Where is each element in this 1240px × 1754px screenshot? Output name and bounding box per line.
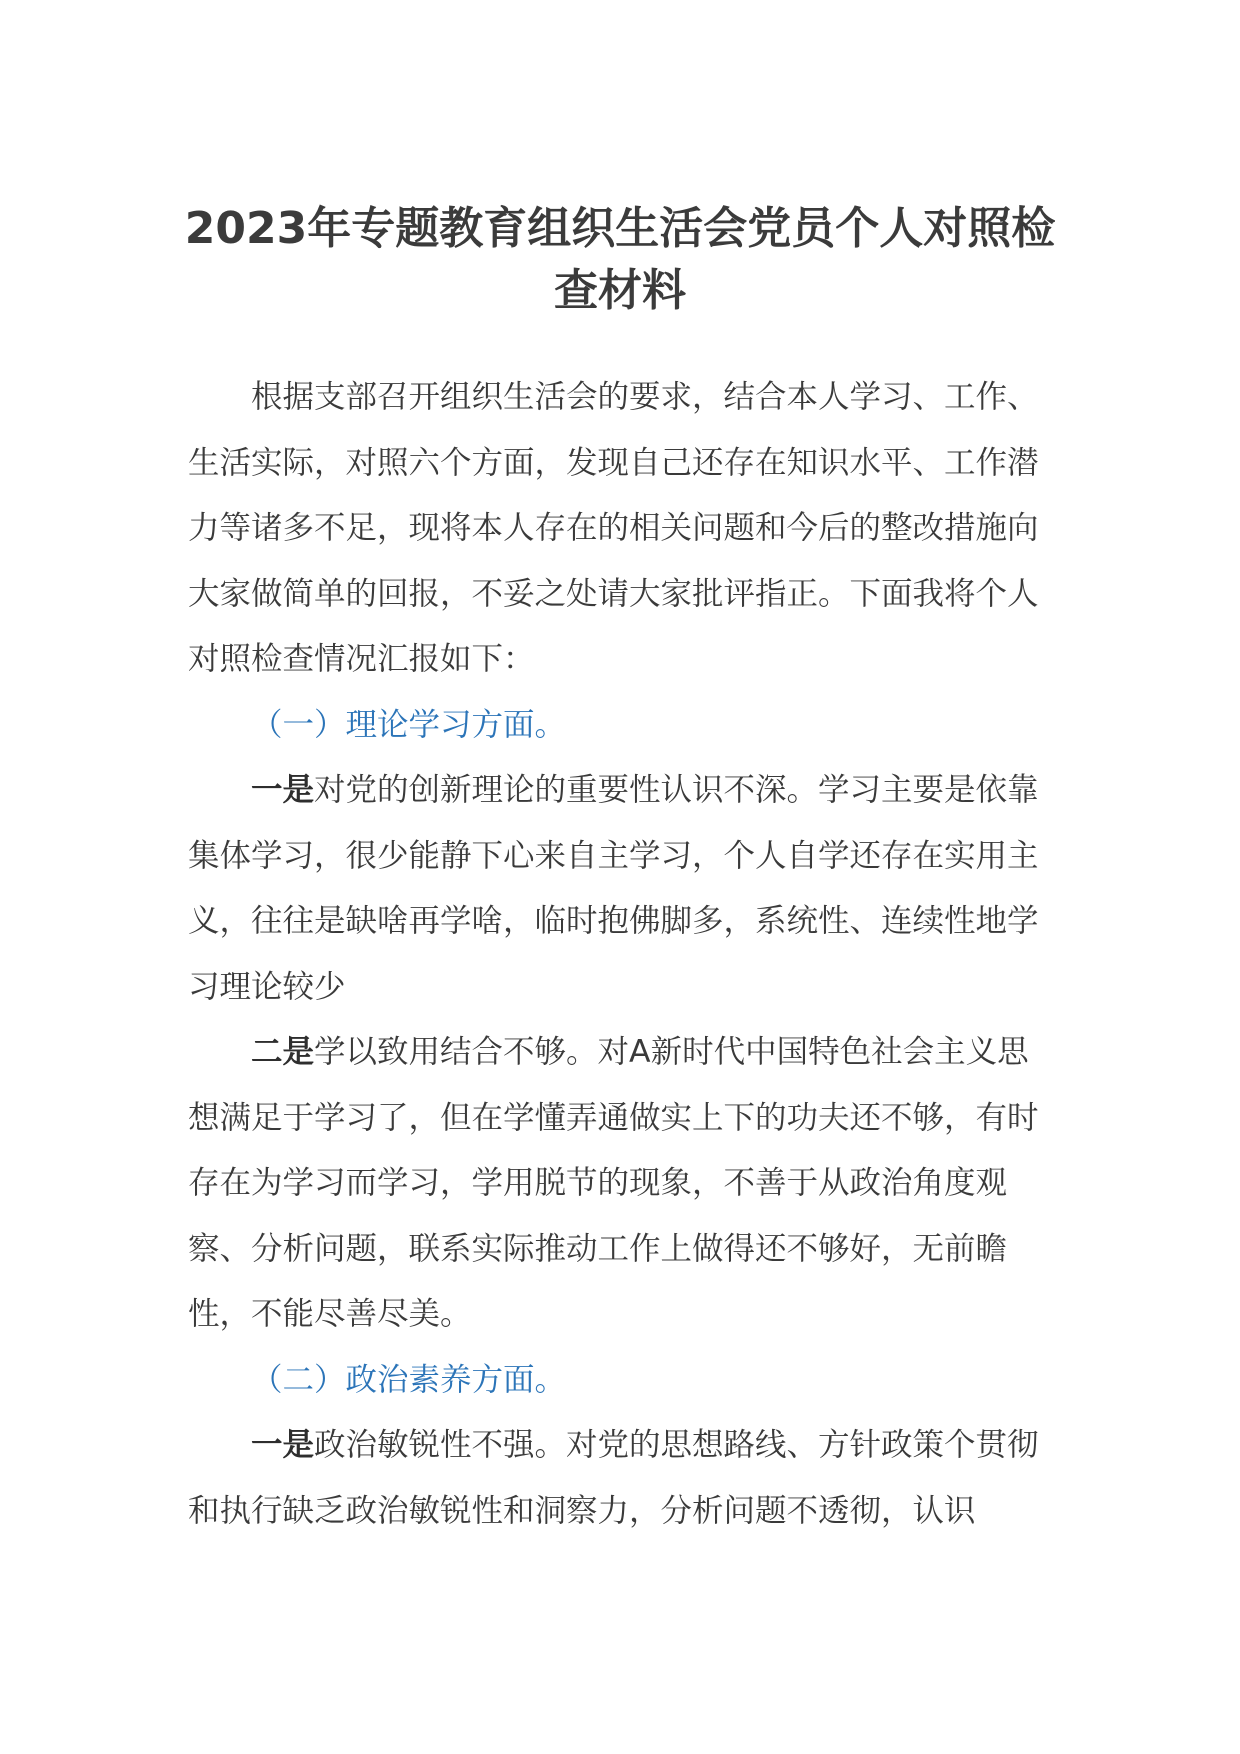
item-text: 政治敏锐性不强。对党的思想路线、方针政策个贯彻和执行缺乏政治敏锐性和洞察力，分析问题不透彻，认识 — [188, 1427, 1039, 1529]
intro-paragraph: 根据支部召开组织生活会的要求，结合本人学习、工作、生活实际，对照六个方面，发现自己还存在知识水平、工作潜力等诸多不足，现将本人存在的相关问题和今后的整改措施向大家做简单的回报，不妥之处请大家批评指正。下面我将个人对照检查情况汇报如下： — [188, 379, 1039, 677]
document-title: 2023年专题教育组织生活会党员个人对照检查材料 — [184, 203, 1056, 316]
list-item — [188, 1020, 1060, 1348]
document-body — [188, 365, 1060, 1544]
item-lead: 二是 — [251, 1034, 315, 1070]
item-text: 学以致用结合不够。对A新时代中国特色社会主义思想满足于学习了，但在学懂弄通做实上下的功夫还不够，有时存在为学习而学习，学用脱节的现象，不善于从政治角度观察、分析问题，联系实际推动工作上做得还不够好，无前瞻性，不能尽善尽美。 — [188, 1034, 1039, 1332]
list-item — [188, 758, 1060, 1020]
item-lead: 一是 — [251, 772, 315, 808]
list-item — [188, 1413, 1060, 1544]
section-heading-politics: （二）政治素养方面。 — [251, 1361, 567, 1398]
item-lead: 一是 — [251, 1427, 315, 1463]
section-heading-theory: （一）理论学习方面。 — [251, 706, 567, 743]
item-text: 对党的创新理论的重要性认识不深。学习主要是依靠集体学习，很少能静下心来自主学习，个人自学还存在实用主义，往往是缺啥再学啥，临时抱佛脚多，系统性、连续性地学习理论较少 — [188, 772, 1039, 1005]
